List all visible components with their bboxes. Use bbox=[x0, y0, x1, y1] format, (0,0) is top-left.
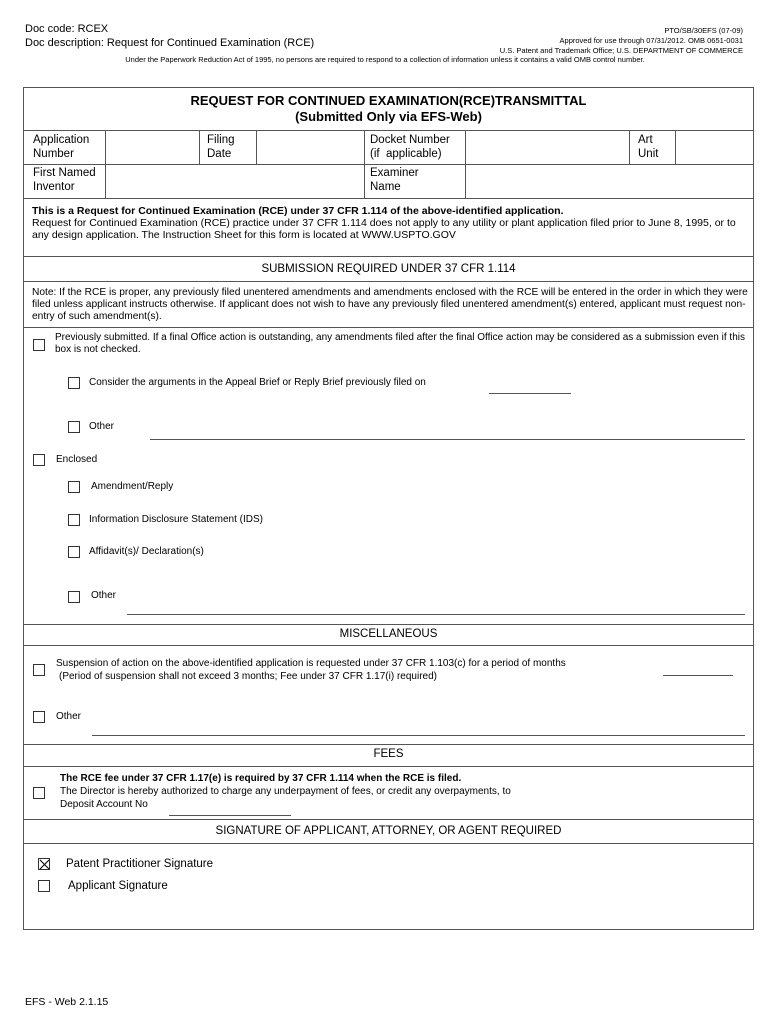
applicant-signature-checkbox[interactable] bbox=[38, 880, 50, 892]
misc-heading: MISCELLANEOUS bbox=[339, 628, 438, 640]
examiner-name-input[interactable] bbox=[466, 165, 753, 197]
doc-header-left bbox=[25, 22, 314, 50]
previously-submitted-text: Previously submitted. If a final Office action is outstanding, any amendments filed after the final Office action may be considered as a submission even if this box is not checked. bbox=[55, 332, 745, 355]
enclosed-other-line[interactable] bbox=[127, 614, 745, 615]
misc-other-checkbox[interactable] bbox=[33, 711, 45, 723]
misc-other-line[interactable] bbox=[92, 735, 745, 736]
ids-label: Information Disclosure Statement (IDS) bbox=[89, 514, 263, 525]
divider bbox=[23, 327, 754, 328]
divider bbox=[629, 130, 630, 164]
fees-required-text: The RCE fee under 37 CFR 1.17(e) is required by 37 CFR 1.114 when the RCE is filed. bbox=[60, 773, 462, 784]
appeal-brief-date-line[interactable] bbox=[489, 393, 571, 394]
practitioner-signature-label: Patent Practitioner Signature bbox=[66, 858, 214, 870]
fees-heading: FEES bbox=[373, 748, 404, 760]
divider bbox=[23, 766, 754, 767]
submission-other-line[interactable] bbox=[150, 439, 745, 440]
affidavit-checkbox[interactable] bbox=[68, 546, 80, 558]
divider bbox=[23, 819, 754, 820]
examiner-name-label: Examiner Name bbox=[370, 167, 419, 193]
intro-text: Request for Continued Examination (RCE) practice under 37 CFR 1.114 does not apply to any utility or plant application filed prior to June 8, 1995, or to any design application. The Instruction Sheet for this form is located at WWW.USPTO.GOV bbox=[32, 217, 736, 241]
ids-checkbox[interactable] bbox=[68, 514, 80, 526]
paperwork-notice: Under the Paperwork Reduction Act of 1995, no persons are required to respond to a collection of information unless it contains a valid OMB control number. bbox=[125, 55, 645, 64]
amendment-reply-checkbox[interactable] bbox=[68, 481, 80, 493]
amendment-reply-label: Amendment/Reply bbox=[91, 481, 174, 492]
enclosed-checkbox[interactable] bbox=[33, 454, 45, 466]
agency-name: U.S. Patent and Trademark Office; U.S. DEPARTMENT OF COMMERCE bbox=[499, 46, 743, 55]
application-number-label: Application Number bbox=[33, 134, 90, 160]
suspension-months-line[interactable] bbox=[663, 675, 733, 676]
doc-code: Doc code: RCEX bbox=[25, 23, 109, 35]
footer-version: EFS - Web 2.1.15 bbox=[25, 996, 109, 1008]
filing-date-label: Filing Date bbox=[207, 134, 235, 160]
practitioner-signature-checkbox[interactable] bbox=[38, 858, 50, 870]
signature-heading: SIGNATURE OF APPLICANT, ATTORNEY, OR AGENT REQUIRED bbox=[215, 825, 562, 837]
first-named-inventor-label: First Named Inventor bbox=[33, 167, 96, 193]
deposit-account-label: Deposit Account No bbox=[60, 799, 148, 810]
art-unit-input[interactable] bbox=[676, 131, 753, 163]
suspension-text-line2: (Period of suspension shall not exceed 3 months; Fee under 37 CFR 1.17(i) required) bbox=[59, 671, 437, 682]
intro-bold: This is a Request for Continued Examination (RCE) under 37 CFR 1.114 of the above-identified application. bbox=[32, 205, 564, 217]
divider bbox=[23, 198, 754, 199]
divider bbox=[23, 744, 754, 745]
omb-approval: Approved for use through 07/31/2012. OMB 0651-0031 bbox=[559, 36, 743, 45]
enclosed-label: Enclosed bbox=[56, 454, 98, 465]
doc-header-right bbox=[500, 26, 743, 56]
misc-other-label: Other bbox=[56, 711, 82, 722]
divider bbox=[23, 645, 754, 646]
submission-note: Note: If the RCE is proper, any previously filed unentered amendments and amendments enclosed with the RCE will be entered in the order in which they were filed unless applicant instructs otherwise. If applicant does not wish to have any previously filed unentered amendment(s) entered, applicant must request non-entry of such amendment(s). bbox=[32, 287, 748, 322]
deposit-account-line[interactable] bbox=[169, 815, 291, 816]
submission-other-checkbox[interactable] bbox=[68, 421, 80, 433]
previously-submitted-checkbox[interactable] bbox=[33, 339, 45, 351]
submission-heading: SUBMISSION REQUIRED UNDER 37 CFR 1.114 bbox=[261, 263, 516, 275]
intro-block bbox=[32, 205, 752, 241]
form-title bbox=[23, 93, 754, 125]
divider bbox=[23, 256, 754, 257]
submission-other-label: Other bbox=[89, 421, 115, 432]
affidavit-label: Affidavit(s)/ Declaration(s) bbox=[89, 546, 204, 557]
form-title-line2: (Submitted Only via EFS-Web) bbox=[295, 109, 482, 124]
application-number-input[interactable] bbox=[106, 131, 198, 163]
divider bbox=[23, 843, 754, 844]
divider bbox=[23, 281, 754, 282]
consider-arguments-checkbox[interactable] bbox=[68, 377, 80, 389]
docket-number-label: Docket Number (if applicable) bbox=[370, 134, 450, 160]
suspension-checkbox[interactable] bbox=[33, 664, 45, 676]
applicant-signature-label: Applicant Signature bbox=[68, 880, 168, 892]
fees-authorization-text: The Director is hereby authorized to charge any underpayment of fees, or credit any overpayments, to bbox=[60, 786, 511, 797]
suspension-text-line1: Suspension of action on the above-identified application is requested under 37 CFR 1.103(c) for a period of months bbox=[56, 658, 566, 669]
art-unit-label: Art Unit bbox=[638, 134, 659, 160]
first-named-inventor-input[interactable] bbox=[106, 165, 363, 197]
divider bbox=[199, 130, 200, 164]
doc-description: Doc description: Request for Continued Examination (RCE) bbox=[25, 37, 315, 49]
divider bbox=[364, 130, 365, 198]
fees-checkbox[interactable] bbox=[33, 787, 45, 799]
form-number: PTO/SB/30EFS (07-09) bbox=[664, 26, 743, 35]
filing-date-input[interactable] bbox=[257, 131, 363, 163]
enclosed-other-checkbox[interactable] bbox=[68, 591, 80, 603]
docket-number-input[interactable] bbox=[466, 131, 628, 163]
divider bbox=[23, 624, 754, 625]
consider-arguments-label: Consider the arguments in the Appeal Brief or Reply Brief previously filed on bbox=[89, 377, 426, 388]
enclosed-other-label: Other bbox=[91, 590, 117, 601]
form-title-line1: REQUEST FOR CONTINUED EXAMINATION(RCE)TRANSMITTAL bbox=[190, 93, 587, 108]
